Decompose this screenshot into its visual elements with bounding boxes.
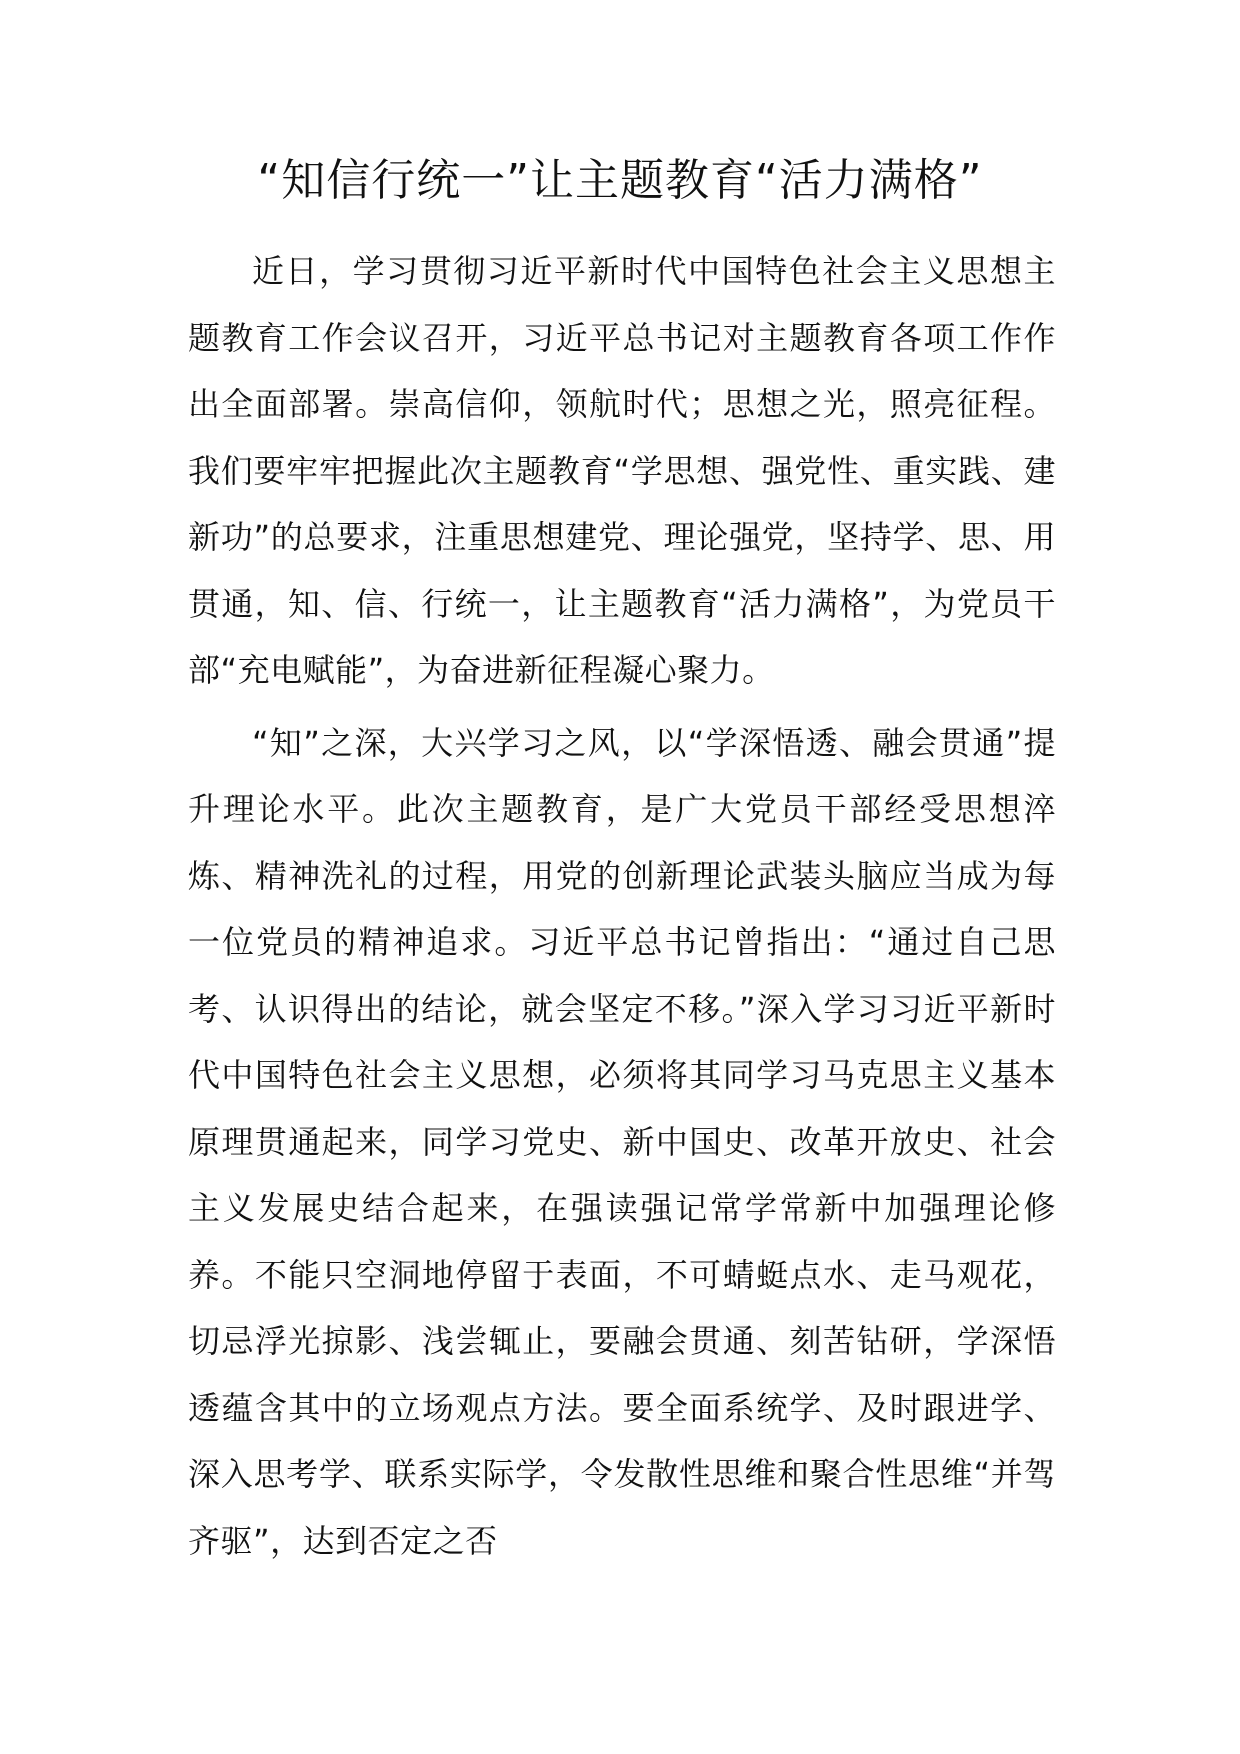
document-title: “知信行统一”让主题教育“活力满格” <box>257 155 983 206</box>
paragraph-intro: 近日，学习贯彻习近平新时代中国特色社会主义思想主题教育工作会议召开，习近平总书记对主题教育各项工作作出全面部署。崇高信仰，领航时代；思想之光，照亮征程。我们要牢牢把握此次主题教育“学思想、强党性、重实践、建新功”的总要求，注重思想建党、理论强党，坚持学、思、用贯通，知、信、行统一，让主题教育“活力满格”，为党员干部“充电赋能”，为奋进新征程凝心聚力。 <box>188 252 1056 689</box>
paragraph-knowledge: “知”之深，大兴学习之风，以“学深悟透、融会贯通”提升理论水平。此次主题教育，是广大党员干部经受思想淬炼、精神洗礼的过程，用党的创新理论武装头脑应当成为每一位党员的精神追求。习近平总书记曾指出：“通过自己思考、认识得出的结论，就会坚定不移。”深入学习习近平新时代中国特色社会主义思想，必须将其同学习马克思主义基本原理贯通起来，同学习党史、新中国史、改革开放史、社会主义发展史结合起来，在强读强记常学常新中加强理论修养。不能只空洞地停留于表面，不可蜻蜓点水、走马观花，切忌浮光掠影、浅尝辄止，要融会贯通、刻苦钻研，学深悟透蕴含其中的立场观点方法。要全面系统学、及时跟进学、深入思考学、联系实际学，令发散性思维和聚合性思维“并驾齐驱”，达到否定之否 <box>188 723 1056 1560</box>
document-body <box>188 238 1056 1580</box>
